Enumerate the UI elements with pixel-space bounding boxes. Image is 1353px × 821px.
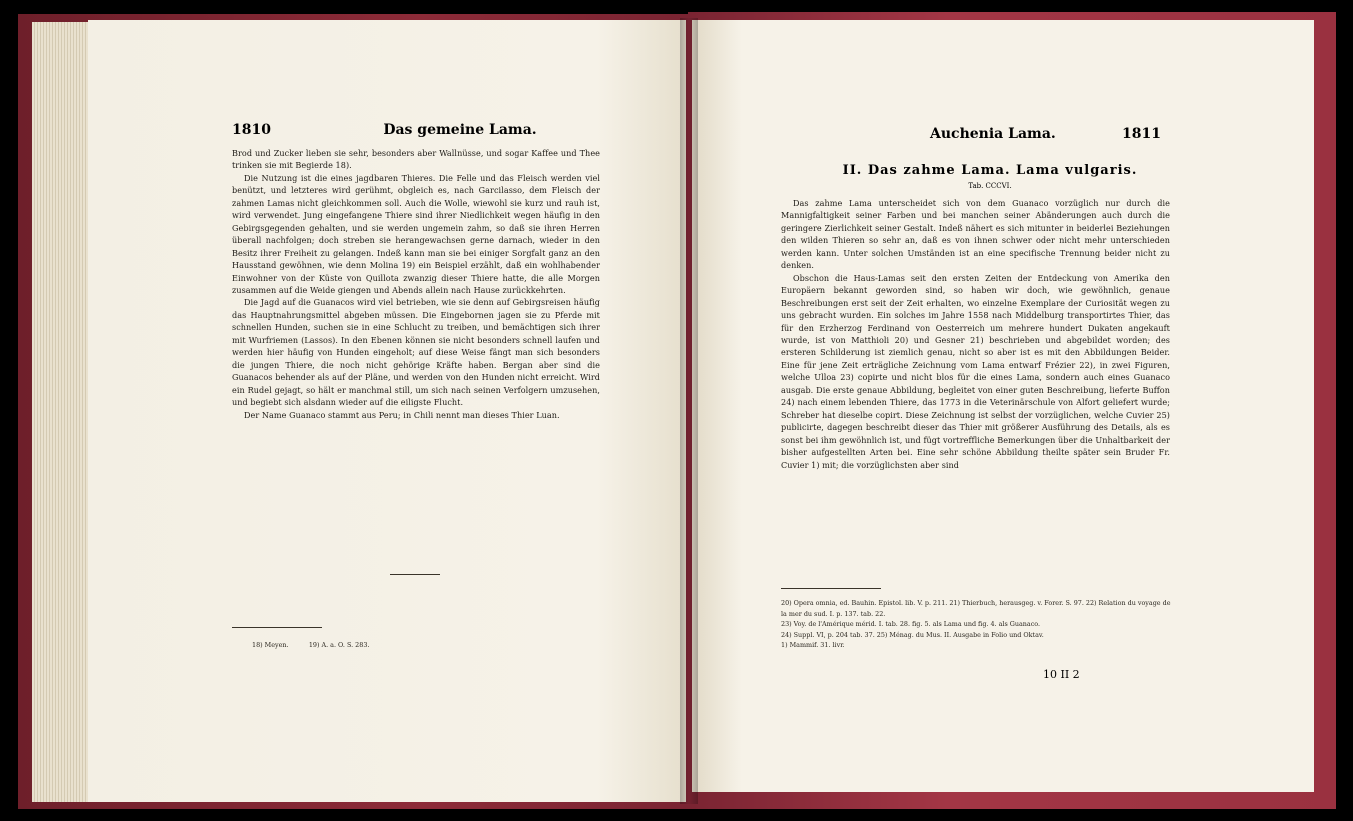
footnote-line: 24) Suppl. VI, p. 204 tab. 37. 25) Ménag. du Mus. II. Ausgabe in Folio und Oktav. bbox=[781, 630, 1044, 639]
footnote-line: 20) Opera omnia, ed. Bauhin. Epistol. lib. V. p. 211. 21) Thierbuch, herausgeg. v. Forer. S. 97. 22) Relation du voyage de la mer du sud. I. p. 137. tab. 22. bbox=[781, 599, 1171, 618]
left-running-title: Das gemeine Lama. bbox=[383, 122, 537, 138]
footnote-line: 1) Mammif. 31. livr. bbox=[781, 641, 845, 650]
right-paragraph: Obschon die Haus-Lamas seit den ersten Zeiten der Entdeckung von Amerika den Europäern bekannt geworden sind, so haben wir doch, wie gewöhnlich, genaue Beschreibungen erst seit der Zeit erhalten, wo einzelne Exemplare der Curiosität wegen zu uns gebracht wurden. Ein solches im Jahre 1558 nach Middelburg transportirtes Thier, das für den Erzherzog Ferdinand von Oesterreich um mehrere hundert Dukaten angekauft wurde, ist von Matthioli 20) und Gesner 21) beschrieben und abgebildet worden; des ersteren Schilderung ist ziemlich genau, nicht so aber ist es mit den Abbildungen Beider. Eine für jene Zeit erträgliche Zeichnung vom Lama entwarf Frézier 22), in zwei Figuren, welche Ulloa 23) copirte und nicht blos für die eines Lama, sondern auch eines Guanaco ausgab. Die erste genaue Abbildung, begleitet von einer guten Beschreibung, lieferte Buffon 24) nach einem lebenden Thiere, das 1773 in die Veterinärschule von Alfort geliefert wurde; Schreber hat dieselbe copirt. Diese Zeichnung ist selbst der vorzüglichen, welche Cuvier 25) publicirte, dagegen beschreibt dieser das Thier mit größerer Ausführung des Details, als es sonst bei ihm gewöhnlich ist, und fügt vortreffliche Bemerkungen über die Unhaltbarkeit der bisher aufgestellten Arten bei. Eine sehr schöne Abbildung theilte später sein Bruder Fr. Cuvier 1) mit; die vorzüglichsten aber sind bbox=[781, 272, 1170, 470]
left-page-number: 1810 bbox=[232, 122, 271, 138]
left-paragraph: Der Name Guanaco stammt aus Peru; in Chili nennt man dieses Thier Luan. bbox=[244, 409, 560, 420]
right-paragraph: Das zahme Lama unterscheidet sich von dem Guanaco vorzüglich nur durch die Mannigfaltigkeit seiner Farben und bei manchen seiner Abänderungen auch durch die geringere Zierlichkeit seiner Gestalt. Indeß nähert es sich mitunter in beiderlei Beziehungen den wilden Thieren so sehr an, daß es von ihnen schwer oder nicht mehr unterschieden werden kann. Unter solchen Umständen ist an eine specifische Trennung beider nicht zu denken. bbox=[781, 198, 1170, 271]
right-footnotes bbox=[781, 598, 1171, 651]
right-footnote-rule bbox=[781, 588, 881, 589]
printer-signature: 10 II 2 bbox=[1043, 668, 1080, 681]
book-gutter bbox=[680, 18, 698, 804]
left-body-text bbox=[232, 147, 600, 421]
section-title: II. Das zahme Lama. Lama vulgaris. bbox=[842, 163, 1138, 178]
page-edges bbox=[32, 22, 92, 802]
right-body-text bbox=[781, 197, 1170, 471]
left-paragraph: Brod und Zucker lieben sie sehr, besonders aber Wallnüsse, und sogar Kaffee und Thee trinken sie mit Begierde 18). bbox=[232, 148, 600, 171]
left-footnotes: 18) Meyen. 19) A. a. O. S. 283. bbox=[252, 641, 370, 649]
plate-reference: Tab. CCCVI. bbox=[968, 182, 1012, 190]
left-paragraph: Die Nutzung ist die eines jagdbaren Thieres. Die Felle und das Fleisch werden viel benützt, und letzteres wird gerühmt, obgleich es, nach Garcilasso, dem Fleisch der zahmen Lamas nicht gleichkommen soll. Auch die Wolle, wiewohl sie kurz und rauh ist, wird verwendet. Jung eingefangene Thiere sind ihrer Niedlichkeit wegen häufig in den Gebirgsgegenden gehalten, und sie werden ungemein zahm, so daß sie ihren Herren überall nachfolgen; doch streben sie herangewachsen gerne darnach, wieder in den Besitz ihrer Freiheit zu gelangen. Indeß kann man sie bei einiger Sorgfalt ganz an den Hausstand gewöhnen, wie denn Molina 19) ein Beispiel erzählt, daß ein wohlhabender Einwohner von der Küste von Quillota zwanzig dieser Thiere hatte, die alle Morgen zusammen auf die Weide giengen und Abends allein nach Hause zurückkehrten. bbox=[232, 172, 600, 295]
footnote-line: 23) Voy. de l'Amérique mérid. I. tab. 28. fig. 5. als Lama und fig. 4. als Guanaco. bbox=[781, 620, 1041, 629]
right-page-number: 1811 bbox=[1122, 126, 1161, 142]
right-running-title: Auchenia Lama. bbox=[930, 126, 1056, 142]
left-paragraph: Die Jagd auf die Guanacos wird viel betrieben, wie sie denn auf Gebirgsreisen häufig das Hauptnahrungsmittel abgeben müssen. Die Eingebornen jagen sie zu Pferde mit schnellen Hunden, suchen sie in eine Schlucht zu treiben, und bemächtigen sich ihrer mit Wurfriemen (Lassos). In den Ebenen können sie nicht besonders schnell laufen und werden hier häufig von Hunden eingeholt; auf diese Weise fängt man sich besonders die jungen Thiere, die noch nicht gehörige Kräfte haben. Bergan aber sind die Guanacos behender als auf der Pläne, und werden von den Hunden nicht erreicht. Wird ein Rudel gejagt, so hält er manchmal still, um sich nach seinen Verfolgern umzusehen, und begiebt sich alsdann wieder auf die eiligste Flucht. bbox=[232, 297, 600, 408]
left-footnote-rule bbox=[232, 627, 322, 628]
left-section-rule bbox=[390, 574, 440, 575]
